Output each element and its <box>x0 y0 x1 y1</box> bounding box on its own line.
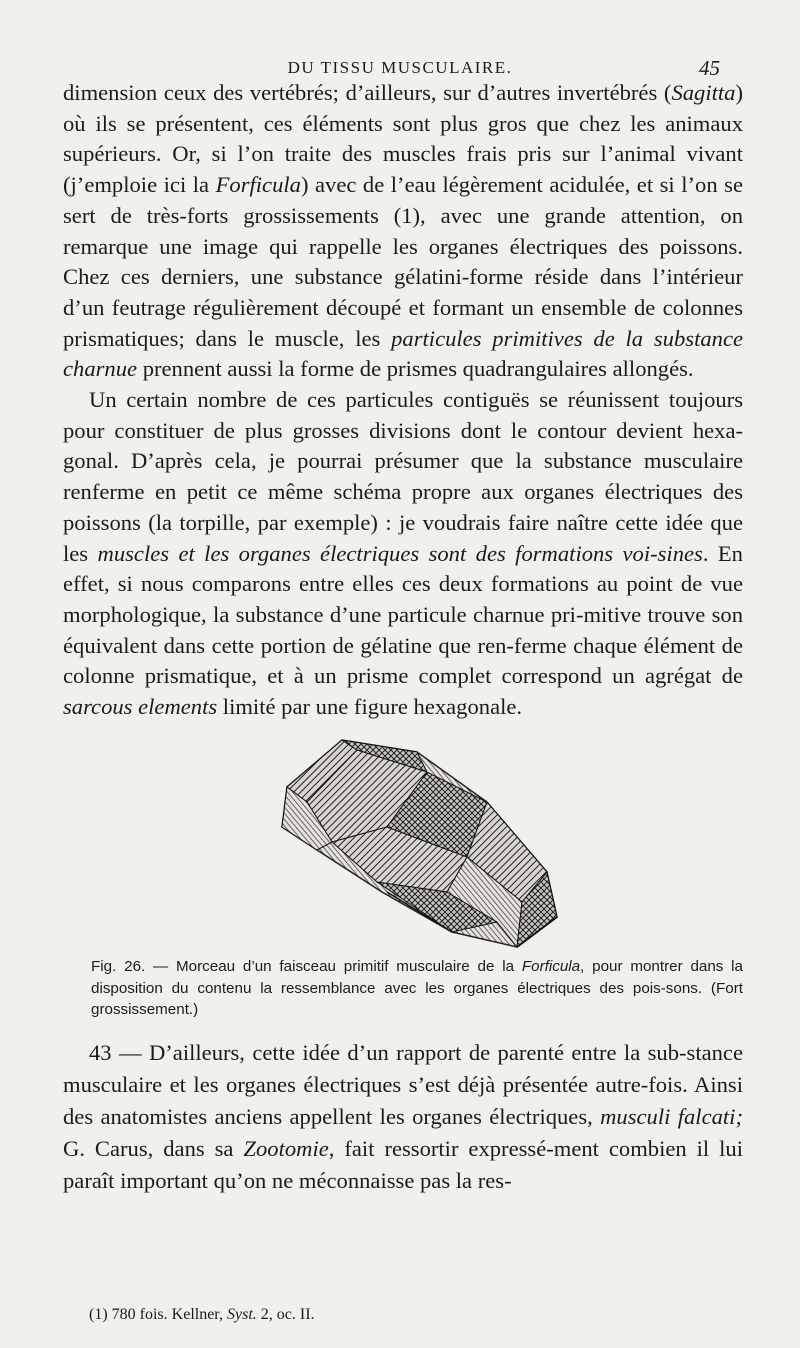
text-run: Fig. 26. — Morceau d’un faisceau primitif musculaire de la <box>91 958 522 975</box>
muscle-fiber-block <box>282 740 557 947</box>
text-run: Un certain nombre de ces particules contiguës se réunissent toujours pour constituer de plus grosses divisions dont le contour devient hexa-gonal. D’après cela, je pourrai présumer que la substance musculaire renferme en petit ce même schéma propre aux organes électriques des poissons (la torpille, par exemple) : je voudrais faire naître cette idée que les <box>63 387 743 566</box>
italic-term-forficula: Forficula <box>215 172 301 198</box>
text-run: 2, oc. II. <box>256 1306 315 1323</box>
footnote <box>89 1306 315 1324</box>
text-run: ) avec de l’eau légèrement acidulée, et si l’on se sert de très-forts grossissements (1), avec une grande attention, on remarque une image qui rappelle les organes électriques des poissons. Chez ces derniers, une substance gélatini-forme réside dans l’intérieur d’un feutrage régulièrement découpé et formant un ensemble de colonnes prismatiques; dans le muscle, les <box>63 172 743 351</box>
text-run: ) où ils se présentent, ces éléments sont plus gros que chez les animaux supérieurs. Or, si l’on traite des muscles frais pris sur l’animal vivant (j’emploie ici la <box>63 80 743 198</box>
section-number: 43 <box>89 1040 112 1065</box>
figure-caption <box>63 956 743 1021</box>
paragraph <box>63 385 743 723</box>
main-text <box>63 78 743 723</box>
italic-term-sarcous: sarcous elements <box>63 694 218 720</box>
text-run: — D’ailleurs, cette idée d’un rapport de parenté entre la sub-stance musculaire et les organes électriques s’est déjà présentée autre-fois. Ainsi des anatomistes anciens appellent les organes électriques, <box>63 1040 743 1129</box>
text-run: dimension ceux des vertébrés; d’ailleurs, sur d’autres invertébrés ( <box>63 80 672 105</box>
italic-term-sagitta: Sagitta <box>671 80 736 105</box>
text-run: G. Carus, dans sa <box>63 1136 244 1161</box>
text-run: prennent aussi la forme de prismes quadrangulaires allongés. <box>137 356 694 382</box>
italic-term-musculi: musculi falcati; <box>600 1104 743 1129</box>
italic-term-syst: Syst. <box>227 1306 257 1323</box>
page-number: 45 <box>699 56 720 80</box>
italic-term-forficula: Forficula <box>521 958 581 975</box>
paragraph <box>63 1037 743 1197</box>
text-run: , fait ressortir expressé-ment combien il lui paraît important qu’on ne méconnaisse pas la res- <box>63 1136 744 1193</box>
italic-phrase-muscles: muscles et les organes électriques sont des formations voi-sines <box>97 540 703 566</box>
text-run: . En effet, si nous comparons entre elles ces deux formations au point de vue morphologique, la substance d’une particule charnue pri-mitive trouve son équivalent dans cette portion de gélatine que ren-ferme chaque élément de colonne prismatique, et à un prisme complet correspond un agrégat de <box>63 540 743 689</box>
text-run: 780 fois. Kellner, <box>107 1306 227 1323</box>
paragraph-continued <box>63 78 743 385</box>
italic-term-zootomie: Zootomie <box>243 1136 329 1161</box>
text-run: , pour montrer dans la disposition du contenu la ressemblance avec les organes électriques des pois-sons. (Fort grossissement.) <box>91 958 744 1018</box>
running-head: DU TISSU MUSCULAIRE. <box>287 58 513 77</box>
caption-text <box>63 956 743 1021</box>
figure-26-illustration <box>247 732 577 957</box>
section-43 <box>63 1037 743 1197</box>
text-run: limité par une figure hexagonale. <box>217 694 523 720</box>
footnote-marker: (1) <box>89 1306 108 1323</box>
italic-term-particules: particules primitives de la substance charnue <box>63 325 743 382</box>
